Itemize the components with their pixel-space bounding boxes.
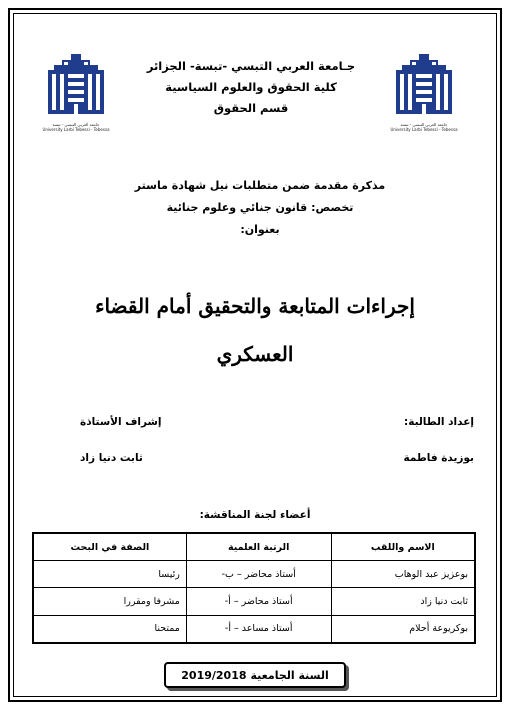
memo-title-label: بعنوان: — [240, 223, 280, 236]
thesis-title — [40, 282, 470, 378]
logo-caption-en: University Larbi Tebessi - Tebessa — [42, 126, 110, 132]
member-name: بوكريوعة أحلام — [331, 615, 475, 643]
member-role: ممتحنا — [33, 615, 186, 643]
header-rank: الرتبة العلمية — [186, 533, 331, 561]
logo-caption — [34, 123, 118, 132]
logo-caption-en: University Larbi Tebessi - Tebessa — [390, 126, 458, 132]
university-header — [140, 56, 362, 119]
logo-caption-ar: جامعة العربي التبسي - تبسة — [52, 122, 100, 127]
logo-caption — [382, 123, 466, 132]
university-seal-icon — [40, 52, 112, 120]
university-logo-right — [388, 52, 460, 132]
memo-description — [100, 175, 420, 241]
member-rank: أستاذ مساعد – أ- — [186, 615, 331, 643]
memo-degree: مذكرة مقدمة ضمن متطلبات نيل شهادة ماستر — [134, 179, 386, 192]
table-row — [33, 588, 475, 615]
member-rank: أستاذ محاضر – أ- — [186, 588, 331, 615]
member-name: ثابت دنيا زاد — [331, 588, 475, 615]
member-role: رئيسا — [33, 561, 186, 588]
supervisor-name: ثابت دنيا زاد — [80, 452, 143, 464]
university-seal-icon — [388, 52, 460, 120]
academic-year-label: السنة الجامعية — [250, 668, 329, 682]
member-rank: أستاذ محاضر – ب- — [186, 561, 331, 588]
member-name: بوعزيز عبد الوهاب — [331, 561, 475, 588]
university-name: جـامعة العربي التبسي -تبسة- الجزائر — [146, 59, 356, 73]
header-name: الاسم واللقب — [331, 533, 475, 561]
memo-specialty: تخصص: قانون جنائي وعلوم جنائية — [166, 201, 354, 214]
committee-table — [32, 532, 476, 644]
logo-caption-ar: جامعة العربي التبسي - تبسة — [400, 122, 448, 127]
committee-label: أعضاء لجنة المناقشة: — [199, 509, 311, 521]
student-label: إعداد الطالبة: — [404, 416, 474, 428]
academic-year-value: 2019/2018 — [181, 668, 247, 682]
university-logo-left — [40, 52, 112, 132]
faculty-name: كلية الحقوق والعلوم السياسية — [165, 80, 337, 94]
member-role: مشرفا ومقررا — [33, 588, 186, 615]
academic-year-box — [164, 662, 346, 688]
table-header-row — [33, 533, 475, 561]
department-name: قسم الحقوق — [213, 101, 289, 115]
table-row — [33, 615, 475, 643]
thesis-title-line2: العسكري — [216, 342, 294, 366]
supervisor-label: إشراف الأستاذة — [80, 416, 162, 428]
table-row — [33, 561, 475, 588]
student-name: بوزيدة فاطمة — [403, 452, 474, 464]
thesis-title-line1: إجراءات المتابعة والتحقيق أمام القضاء — [95, 294, 415, 318]
header-role: الصفة في البحث — [33, 533, 186, 561]
